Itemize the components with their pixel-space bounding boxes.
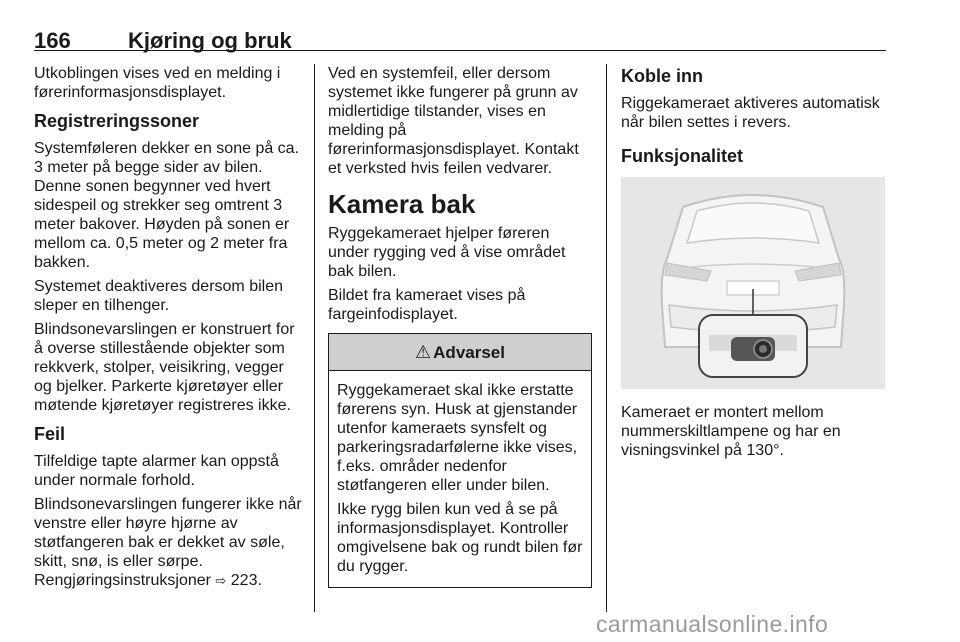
zones-paragraph-2: Systemet deaktiveres dersom bilen sleper en tilhenger. [34,278,283,314]
chapter-title: Kjøring og bruk [128,28,292,53]
heading-fault: Feil [34,424,66,444]
activate-paragraph: Riggekameraet aktiveres automatisk når bilen settes i revers. [621,95,880,131]
warning-triangle-icon: ⚠ [415,342,432,362]
page-reference-link[interactable]: 223. [230,572,262,589]
warning-body [329,371,591,587]
page-number: 166 [34,28,71,53]
column-2 [328,64,592,588]
car-rear-camera-image [621,177,885,389]
rear-camera-illustration [621,177,885,389]
heading-rear-camera: Kamera bak [328,189,476,219]
fault-paragraph-1: Tilfeldige tapte alarmer kan oppstå under normale forhold. [34,453,279,489]
warning-header [329,334,591,371]
intro-paragraph: Utkoblingen vises ved en melding i førerinformasjonsdisplayet. [34,65,281,101]
functionality-paragraph: Kameraet er montert mellom nummerskiltlampene og har en visningsvinkel på 130°. [621,404,841,459]
heading-registration-zones: Registreringssoner [34,111,200,131]
watermark: carmanualsonline.info [596,611,829,637]
camera-paragraph-2: Bildet fra kameraet vises på fargeinfodisplayet. [328,287,526,323]
page-header [34,28,886,52]
warning-paragraph-2: Ikke rygg bilen kun ved å se på informasjonsdisplayet. Kontroller omgivelsene bak og rundt bilen før du rygger. [337,501,583,575]
page-reference-arrow-icon: ⇨ [215,573,227,588]
column-3 [621,64,887,465]
camera-paragraph-1: Ryggekameraet hjelper føreren under rygging ved å vise området bak bilen. [328,225,566,280]
warning-paragraph-1: Ryggekameraet skal ikke erstatte førerens syn. Husk at gjenstander utenfor kameraets synsfelt og parkeringsradarfølerne ikke vises, f.eks. områder nedenfor støtfangeren eller under bilen. [337,382,578,494]
header-rule [34,50,886,51]
zones-paragraph-1: Systemføleren dekker en sone på ca. 3 meter på begge sider av bilen. Denne sonen begynner ved hvert sidespeil og strekker seg omtrent 3 meter bakover. Høyden på sonen er mellom ca. 0,5 meter og 2 meter fra bakken. [34,140,300,271]
heading-functionality: Funksjonalitet [621,146,744,166]
warning-box [328,333,592,588]
column-1 [34,64,306,595]
column-divider-1 [314,64,315,612]
warning-title: Advarsel [433,343,505,362]
fault-paragraph-2-text: Blindsonevarslingen fungerer ikke når venstre eller høyre hjørne av støtfangeren bak er dekket av søle, skitt, snø, is eller sørpe. Rengjøringsinstruksjoner [34,496,302,589]
fault-paragraph-2 [34,495,306,590]
system-fault-paragraph: Ved en systemfeil, eller dersom systemet ikke fungerer på grunn av midlertidige tilstander, vises en melding på førerinformasjonsdisplayet. Kontakt et verksted hvis feilen vedvarer. [328,65,579,177]
heading-activate: Koble inn [621,66,703,86]
zones-paragraph-3: Blindsonevarslingen er konstruert for å overse stillestående objekter som rekkverk, stolper, veisikring, vegger og bjelker. Parkerte kjøretøyer eller møtende kjøretøyer registreres ikke. [34,321,295,414]
column-divider-2 [606,64,607,612]
